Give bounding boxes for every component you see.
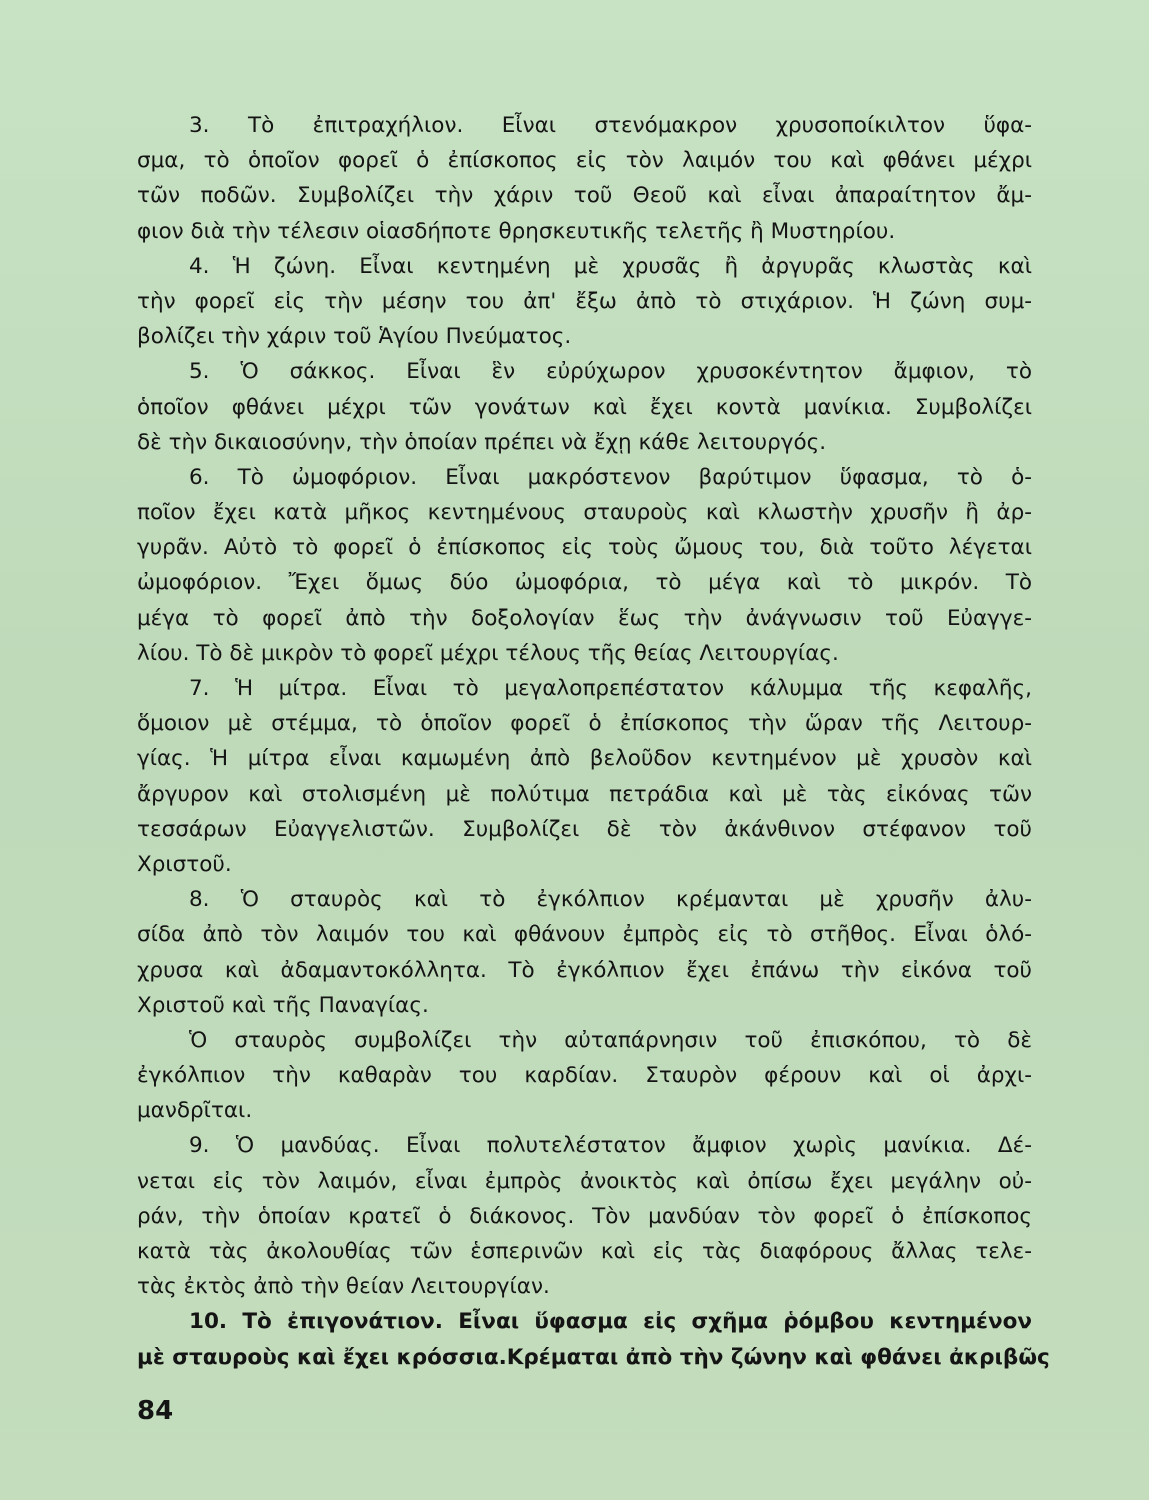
text-line: γίας. Ἡ μίτρα εἶναι καμωμένη ἀπὸ βελοῦδον κεντημένον μὲ χρυσὸν καὶ xyxy=(137,746,1032,772)
text-line: τῶν ποδῶν. Συμβολίζει τὴν χάριν τοῦ Θεοῦ καὶ εἶναι ἀπαραίτητον ἄμ- xyxy=(137,183,1032,209)
text-line: μανδρῖται. xyxy=(137,1098,253,1124)
text-line: λίου. Τὸ δὲ μικρὸν τὸ φορεῖ μέχρι τέλους τῆς θείας Λειτουργίας. xyxy=(137,640,839,666)
text-line: 3. Τὸ ἐπιτραχήλιον. Εἶναι στενόμακρον χρυσοποίκιλτον ὕφα- xyxy=(189,113,1032,138)
text-line: δὲ τὴν δικαιοσύνην, τὴν ὁποίαν πρέπει νὰ ἔχῃ κάθε λειτουργός. xyxy=(137,429,827,455)
text-line: 4. Ἡ ζώνη. Εἶναι κεντημένη μὲ χρυσᾶς ἢ ἀργυρᾶς κλωστὰς καὶ xyxy=(189,253,1032,279)
text-line: 9. Ὁ μανδύας. Εἶναι πολυτελέστατον ἄμφιον χωρὶς μανίκια. Δέ- xyxy=(189,1133,1032,1159)
text-line: Ὁ σταυρὸς συμβολίζει τὴν αὐταπάρνησιν τοῦ ἐπισκόπου, τὸ δὲ xyxy=(189,1027,1032,1053)
text-line: ἄργυρον καὶ στολισμένη μὲ πολύτιμα πετράδια καὶ μὲ τὰς εἰκόνας τῶν xyxy=(137,781,1032,807)
text-line: 10. Τὸ ἐπιγονάτιον. Εἶναι ὕφασμα εἰς σχῆμα ῥόμβου κεντημένον xyxy=(189,1309,1032,1335)
text-line: βολίζει τὴν χάριν τοῦ Ἁγίου Πνεύματος. xyxy=(137,324,572,350)
text-line: ὁποῖον φθάνει μέχρι τῶν γονάτων καὶ ἔχει κοντὰ μανίκια. Συμβολίζει xyxy=(137,394,1032,420)
text-line: Χριστοῦ καὶ τῆς Παναγίας. xyxy=(137,992,429,1018)
text-line: μέγα τὸ φορεῖ ἀπὸ τὴν δοξολογίαν ἕως τὴν ἀνάγνωσιν τοῦ Εὐαγγε- xyxy=(137,605,1032,631)
text-line: τὰς ἐκτὸς ἀπὸ τὴν θείαν Λειτουργίαν. xyxy=(137,1274,550,1300)
text-line: ὅμοιον μὲ στέμμα, τὸ ὁποῖον φορεῖ ὁ ἐπίσκοπος τὴν ὥραν τῆς Λειτουρ- xyxy=(137,711,1032,737)
text-line: τὴν φορεῖ εἰς τὴν μέσην του ἀπ' ἔξω ἀπὸ τὸ στιχάριον. Ἡ ζώνη συμ- xyxy=(137,288,1032,314)
text-line: χρυσα καὶ ἀδαμαντοκόλλητα. Τὸ ἐγκόλπιον ἔχει ἐπάνω τὴν εἰκόνα τοῦ xyxy=(137,957,1032,983)
text-line: ποῖον ἔχει κατὰ μῆκος κεντημένους σταυροὺς καὶ κλωστὴν χρυσῆν ἢ ἀρ- xyxy=(137,500,1032,526)
text-line: σίδα ἀπὸ τὸν λαιμόν του καὶ φθάνουν ἐμπρὸς εἰς τὸ στῆθος. Εἶναι ὁλό- xyxy=(137,922,1032,948)
text-line: ράν, τὴν ὁποίαν κρατεῖ ὁ διάκονος. Τὸν μανδύαν τὸν φορεῖ ὁ ἐπίσκοπος xyxy=(137,1203,1032,1229)
text-line: 8. Ὁ σταυρὸς καὶ τὸ ἐγκόλπιον κρέμανται μὲ χρυσῆν ἀλυ- xyxy=(189,887,1032,913)
text-line: φιον διὰ τὴν τέλεσιν οἱασδήποτε θρησκευτικῆς τελετῆς ἢ Μυστηρίου. xyxy=(137,218,896,244)
text-line: κατὰ τὰς ἀκολουθίας τῶν ἑσπερινῶν καὶ εἰς τὰς διαφόρους ἄλλας τελε- xyxy=(137,1239,1032,1264)
text-line: μὲ σταυροὺς καὶ ἔχει κρόσσια.Κρέμαται ἀπὸ τὴν ζώνην καὶ φθάνει ἀκριβῶς xyxy=(137,1344,1050,1370)
text-line: νεται εἰς τὸν λαιμόν, εἶναι ἐμπρὸς ἀνοικτὸς καὶ ὀπίσω ἔχει μεγάλην οὐ- xyxy=(137,1168,1032,1194)
text-line: 6. Τὸ ὠμοφόριον. Εἶναι μακρόστενον βαρύτιμον ὕφασμα, τὸ ὁ- xyxy=(189,464,1032,490)
text-line: 5. Ὁ σάκκος. Εἶναι ἓν εὐρύχωρον χρυσοκέντητον ἄμφιον, τὸ xyxy=(189,359,1032,385)
page-number: 84 xyxy=(137,1396,174,1426)
text-line: 7. Ἡ μίτρα. Εἶναι τὸ μεγαλοπρεπέστατον κάλυμμα τῆς κεφαλῆς, xyxy=(189,676,1032,701)
text-line: Χριστοῦ. xyxy=(137,851,232,877)
text-line: ὠμοφόριον. Ἔχει ὅμως δύο ὠμοφόρια, τὸ μέγα καὶ τὸ μικρόν. Τὸ xyxy=(137,570,1032,596)
text-line: σμα, τὸ ὁποῖον φορεῖ ὁ ἐπίσκοπος εἰς τὸν λαιμόν του καὶ φθάνει μέχρι xyxy=(137,148,1032,174)
text-line: ἐγκόλπιον τὴν καθαρὰν του καρδίαν. Σταυρὸν φέρουν καὶ οἱ ἀρχι- xyxy=(137,1063,1032,1089)
text-line: τεσσάρων Εὐαγγελιστῶν. Συμβολίζει δὲ τὸν ἀκάνθινον στέφανον τοῦ xyxy=(137,816,1032,842)
text-line: γυρᾶν. Αὐτὸ τὸ φορεῖ ὁ ἐπίσκοπος εἰς τοὺς ὤμους του, διὰ τοῦτο λέγεται xyxy=(137,535,1032,561)
body-text xyxy=(137,108,1050,1375)
